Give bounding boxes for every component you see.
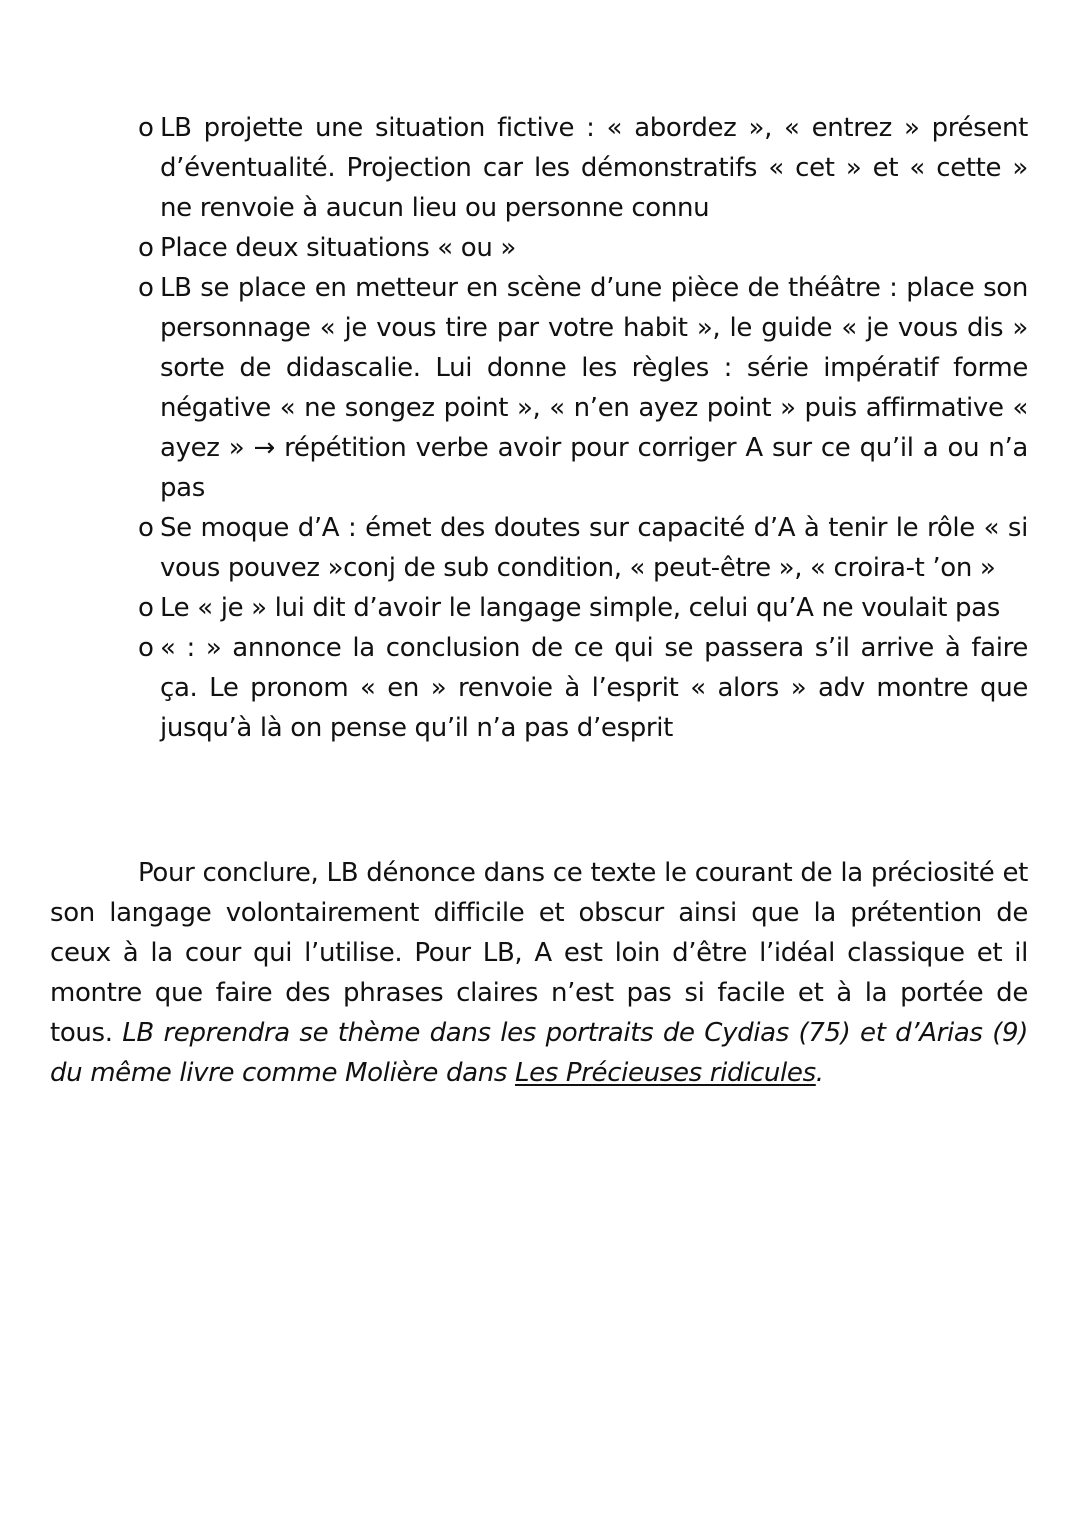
bullet-text: LB projette une situation fictive : « abordez », « entrez » présent d’éventualité. Projection car les démonstratifs « cet » et « cette » ne renvoie à aucun lieu ou personne connu xyxy=(160,113,1028,223)
bullet-text: LB se place en metteur en scène d’une pièce de théâtre : place son personnage « je vous tire par votre habit », le guide « je vous dis » sorte de didascalie. Lui donne les règles : série impératif forme négative « ne songez point », « n’en ayez point » puis affirmative « ayez » → répétition verbe avoir pour corriger A sur ce qu’il a ou n’a pas xyxy=(160,273,1028,503)
bullet-text: « : » annonce la conclusion de ce qui se passera s’il arrive à faire ça. Le pronom « en » renvoie à l’esprit « alors » adv montre que jusqu’à là on pense qu’il n’a pas d’esprit xyxy=(160,633,1028,743)
bullet-text: Le « je » lui dit d’avoir le langage simple, celui qu’A ne voulait pas xyxy=(160,593,1000,623)
list-item xyxy=(138,268,1028,508)
bullet-icon: o xyxy=(138,513,154,543)
list-item xyxy=(138,628,1028,748)
bullet-icon: o xyxy=(138,593,154,623)
bullet-icon: o xyxy=(138,113,154,143)
bullet-icon: o xyxy=(138,633,154,663)
bullet-text: Se moque d’A : émet des doutes sur capacité d’A à tenir le rôle « si vous pouvez »conj de sub condition, « peut-être », « croira-t ’on » xyxy=(160,513,1028,583)
conclusion-paragraph xyxy=(50,853,1028,1093)
conclusion-end: . xyxy=(815,1058,824,1088)
list-item xyxy=(138,588,1028,628)
conclusion-plain-text: Pour conclure, LB dénonce dans ce texte le courant de la préciosité et son langage volontairement difficile et obscur ainsi que la prétention de ceux à la cour qui l’utilise. Pour LB, A est loin d’être l’idéal classique et il montre que faire des phrases claires n’est pas si facile et à la portée de tous. xyxy=(50,858,1028,1048)
book-title: Les Précieuses ridicules xyxy=(514,1058,816,1088)
bullet-icon: o xyxy=(138,273,154,303)
list-item xyxy=(138,228,1028,268)
analysis-bullet-list xyxy=(138,108,1028,748)
bullet-icon: o xyxy=(138,233,154,263)
bullet-text: Place deux situations « ou » xyxy=(160,233,516,263)
conclusion-italic-text: LB reprendra se thème dans les portraits de Cydias (75) et d’Arias (9) du même livre comme Molière dans xyxy=(50,1018,1028,1088)
list-item xyxy=(138,108,1028,228)
list-item xyxy=(138,508,1028,588)
